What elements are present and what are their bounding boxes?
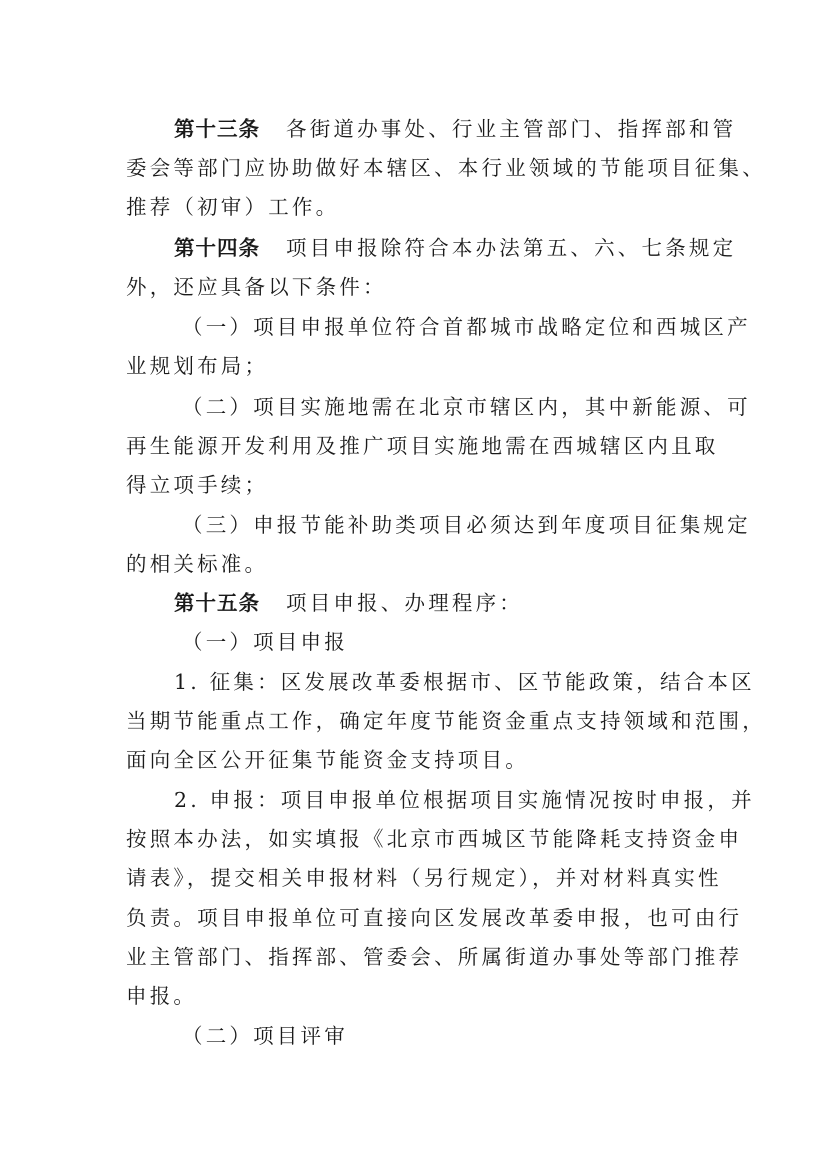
- article-15-title: 第十五条: [174, 591, 260, 615]
- article-13-line-1: [174, 115, 737, 143]
- article-15-line-9: 负责。项目申报单位可直接向区发展改革委申报，也可由行: [126, 906, 743, 930]
- article-14-line-5: （二）项目实施地需在北京市辖区内，其中新能源、可: [182, 395, 751, 419]
- article-13-text-1: 各街道办事处、行业主管部门、指挥部和管: [286, 117, 737, 141]
- article-14-line-6: 再生能源开发利用及推广项目实施地需在西城辖区内且取: [126, 434, 719, 458]
- article-13-line-2: 委会等部门应协助做好本辖区、本行业领域的节能项目征集、: [126, 156, 766, 180]
- article-15-line-5: 面向全区公开征集节能资金支持项目。: [126, 748, 529, 772]
- article-14-text-1: 项目申报除符合本办法第五、六、七条规定: [286, 236, 737, 260]
- article-14-line-7: 得立项手续；: [126, 473, 269, 497]
- article-15-line-10: 业主管部门、指挥部、管委会、所属街道办事处等部门推荐: [126, 945, 743, 969]
- article-15-line-2: （一）项目申报: [182, 630, 348, 654]
- article-13-title: 第十三条: [174, 117, 260, 141]
- article-14-line-1: [174, 234, 737, 262]
- article-15-line-11: 申报。: [126, 984, 198, 1008]
- article-14-title: 第十四条: [174, 236, 260, 260]
- article-14-line-4: 业规划布局；: [126, 354, 269, 378]
- article-15-line-7: 按照本办法，如实填报《北京市西城区节能降耗支持资金申: [126, 827, 743, 851]
- article-15-line-3: 1. 征集：区发展改革委根据市、区节能政策，结合本区: [174, 670, 755, 694]
- article-15-line-8: 请表》，提交相关申报材料（另行规定），并对材料真实性: [126, 866, 722, 890]
- article-15-line-12: （二）项目评审: [182, 1024, 348, 1048]
- article-14-line-8: （三）申报节能补助类项目必须达到年度项目征集规定: [182, 513, 751, 537]
- article-14-line-3: （一）项目申报单位符合首都城市战略定位和西城区产: [182, 315, 751, 339]
- article-15-line-4: 当期节能重点工作，确定年度节能资金重点支持领域和范围，: [126, 709, 766, 733]
- article-15-text-1: 项目申报、办理程序：: [286, 591, 523, 615]
- article-14-line-9: 的相关标准。: [126, 552, 269, 576]
- article-15-line-1: [174, 589, 702, 617]
- article-13-line-3: 推荐（初审）工作。: [126, 195, 340, 219]
- article-15-line-6: 2. 申报：项目申报单位根据项目实施情况按时申报，并: [174, 788, 755, 812]
- article-14-line-2: 外，还应具备以下条件：: [126, 275, 387, 299]
